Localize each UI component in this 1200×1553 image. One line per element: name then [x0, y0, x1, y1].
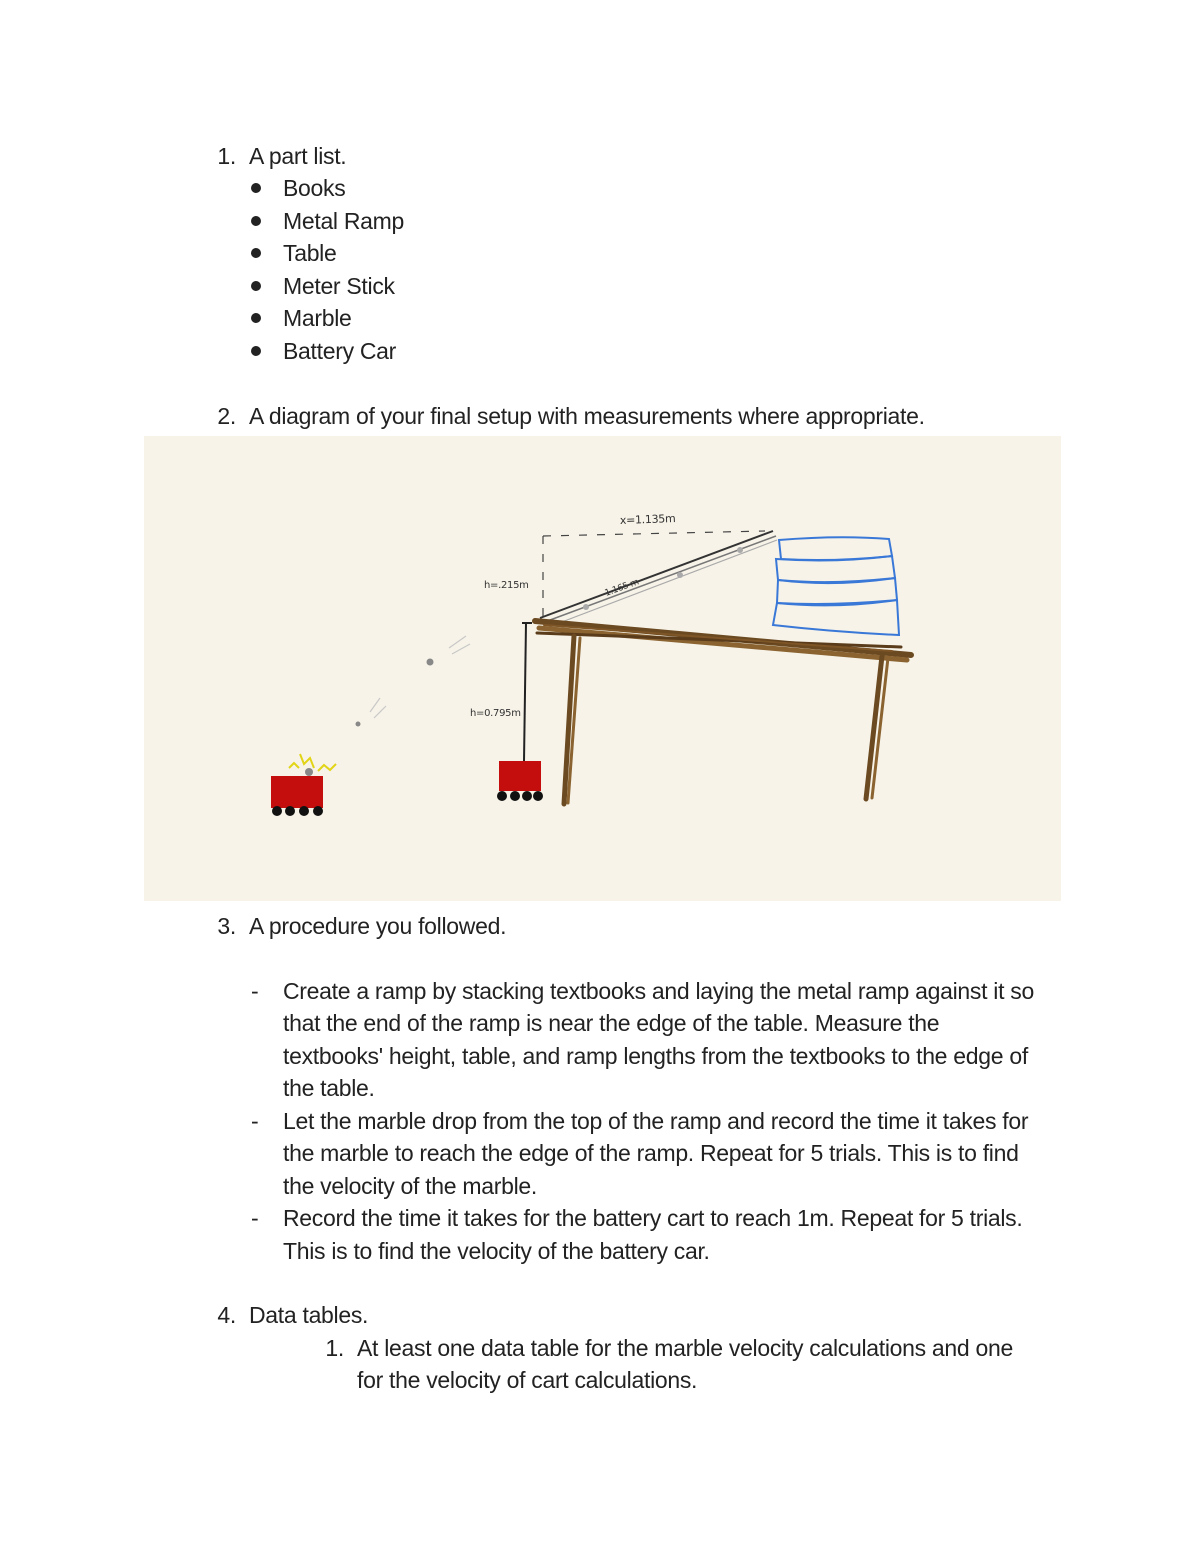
marble-trajectory-dot: [356, 722, 361, 727]
section-3-number: 3.: [217, 913, 236, 939]
ramp-length-label: 1.165 m: [603, 577, 641, 599]
list-marker: -: [251, 1108, 259, 1134]
bullet-icon: [251, 313, 261, 323]
motion-lines-icon: [370, 636, 470, 718]
bullet-icon: [251, 281, 261, 291]
procedure-line: This is to find the velocity of the battery car.: [283, 1238, 710, 1264]
ramp-height-label: h=.215m: [484, 580, 529, 591]
bullet-icon: [251, 183, 261, 193]
table: [535, 621, 911, 804]
section-1-number: 1.: [217, 143, 236, 169]
bullet-icon: [251, 216, 261, 226]
sub-item-line: At least one data table for the marble velocity calculations and one: [357, 1335, 1013, 1361]
sub-item-number: 1.: [325, 1335, 344, 1361]
sub-item-line: for the velocity of cart calculations.: [357, 1367, 698, 1393]
procedure-line: textbooks' height, table, and ramp lengths from the textbooks to the edge of: [283, 1043, 1028, 1069]
procedure-line: the velocity of the marble.: [283, 1173, 537, 1199]
setup-diagram: [144, 436, 1061, 901]
part-item: Meter Stick: [283, 273, 395, 299]
bullet-icon: [251, 248, 261, 258]
battery-car-landing: [271, 754, 336, 816]
part-item: Table: [283, 240, 337, 266]
section-3-heading: A procedure you followed.: [249, 913, 507, 939]
marble-trajectory-dot: [427, 659, 434, 666]
metal-ramp: [540, 531, 777, 628]
books-stack: [773, 537, 899, 635]
procedure-line: the marble to reach the edge of the ramp. Repeat for 5 trials. This is to find: [283, 1140, 1019, 1166]
battery-car-start: [497, 761, 543, 801]
procedure-line: Let the marble drop from the top of the ramp and record the time it takes for: [283, 1108, 1029, 1134]
list-marker: -: [251, 1205, 259, 1231]
section-2-number: 2.: [217, 403, 236, 429]
section-4-heading: Data tables.: [249, 1302, 369, 1328]
section-1-heading: A part list.: [249, 143, 347, 169]
procedure-line: Create a ramp by stacking textbooks and laying the metal ramp against it so: [283, 978, 1034, 1004]
list-marker: -: [251, 978, 259, 1004]
part-item: Books: [283, 175, 346, 201]
setup-diagram-drawing: [144, 436, 1061, 901]
ramp-horizontal-length-label: x=1.135m: [619, 512, 676, 527]
table-height-measure: [522, 623, 532, 761]
bullet-icon: [251, 346, 261, 356]
procedure-line: the table.: [283, 1075, 375, 1101]
procedure-line: that the end of the ramp is near the edge of the table. Measure the: [283, 1010, 940, 1036]
procedure-line: Record the time it takes for the battery cart to reach 1m. Repeat for 5 trials.: [283, 1205, 1023, 1231]
section-2-heading: A diagram of your final setup with measurements where appropriate.: [249, 403, 925, 429]
section-4-number: 4.: [217, 1302, 236, 1328]
table-height-label: h=0.795m: [470, 708, 521, 719]
part-item: Metal Ramp: [283, 208, 404, 234]
part-item: Battery Car: [283, 338, 397, 364]
part-item: Marble: [283, 305, 352, 331]
